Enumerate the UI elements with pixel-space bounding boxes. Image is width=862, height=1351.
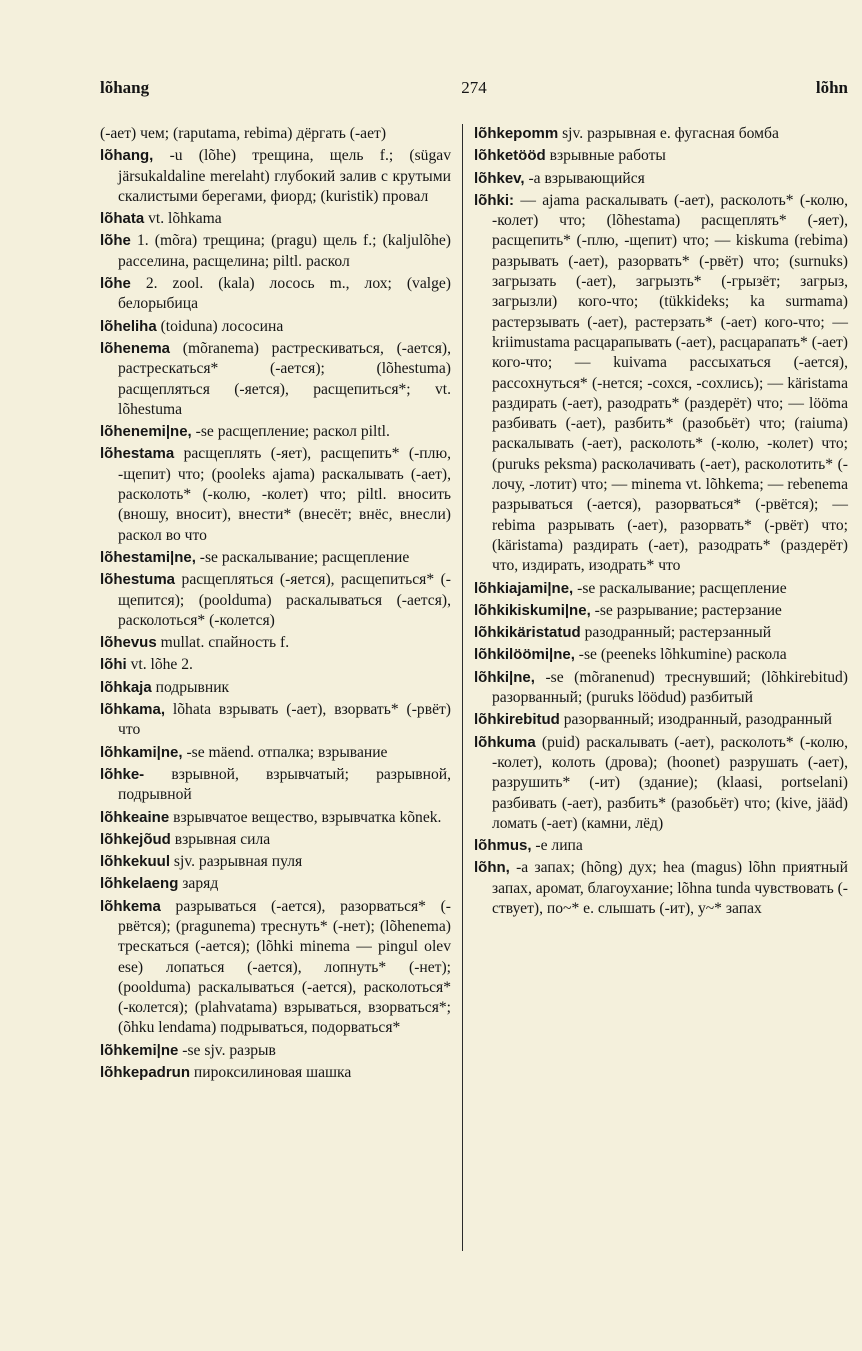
- entry-definition: пироксилиновая шашка: [193, 1064, 352, 1082]
- entry-headword: lõhn,: [474, 859, 510, 877]
- entry-headword: lõhenemi|ne,: [100, 423, 192, 441]
- entry-headword: lõhkami|ne,: [100, 743, 183, 761]
- entry-definition: -se (peeneks lõhkumine) раскола: [578, 646, 787, 664]
- entry-definition: (-ает) чем; (raputama, rebima) дёргать (-ает): [100, 125, 387, 142]
- dictionary-entry: [100, 146, 451, 207]
- dictionary-entry: [100, 274, 451, 315]
- entry-headword: lõhkepadrun: [100, 1064, 191, 1082]
- entry-headword: lõhkilöömi|ne,: [474, 646, 575, 664]
- entry-headword: lõhkikiskumi|ne,: [474, 601, 591, 619]
- dictionary-entry: [474, 645, 848, 665]
- dictionary-entry: [100, 633, 451, 653]
- entry-headword: lõhkeaine: [100, 808, 170, 826]
- entry-definition: lõhata взрывать (-ает), взорвать* (-рвёт) что: [118, 701, 451, 739]
- entry-definition: разрываться (-ается), разорваться* (-рвётся); (pragunema) треснуть* (-нет); (lõhenema) трескаться (-ается); (lõhki minema — pingul olev ese) лопаться (-ается), лопнуть* (-нет); (poolduma) раскалываться (-ается), расколоться* (-колется); (plahvatama) взрываться, взорваться*; (õhku lendama) подрываться, подорваться*: [118, 897, 451, 1037]
- entry-definition: mullat. спайность f.: [160, 634, 290, 652]
- dictionary-entry: [100, 765, 451, 806]
- entry-definition: -se раскалывание; расщепление: [577, 579, 787, 597]
- entry-headword: lõhkejõud: [100, 830, 171, 848]
- entry-definition: заряд: [182, 875, 219, 893]
- entry-definition: -se (mõranenud) треснувший; (lõhkirebitud) разорванный; (puruks löödud) разбитый: [492, 668, 848, 707]
- entry-headword: lõhkev,: [474, 169, 525, 187]
- entry-definition: подрывник: [155, 678, 230, 696]
- entry-headword: lõhkekuul: [100, 853, 171, 871]
- dictionary-entry: [474, 733, 848, 834]
- dictionary-entry: [100, 444, 451, 545]
- right-column: [474, 124, 848, 921]
- entry-definition: -se sjv. разрыв: [182, 1041, 276, 1059]
- dictionary-entry: [100, 422, 451, 442]
- dictionary-entry: [100, 124, 451, 144]
- dictionary-entry: [100, 1063, 451, 1083]
- entry-headword: lõhata: [100, 210, 145, 228]
- dictionary-entry: [100, 852, 451, 872]
- entry-headword: lõhkema: [100, 897, 161, 915]
- entry-definition: — ajama раскалывать (-ает), расколоть* (-колю, -колет) что; (lõhestama) расщеплять* (-яет), расщепить* (-плю, -щепит) что; — kiskuma (rebima) разрывать (-ает), разорвать* (-рвёт) что; (surnuks) загрызать (-ает), загрызть* (-грызёт; загрыз, загрызли) кого-что; (tükkideks; ka surmama) растерзывать (-ает), растерзать* (-ает) кого-что; — kriimustama расцарапывать (-ает), расцарапать* (-ает) кого-что; — kuivama рассыхаться (-ается), рассохнуться* (-нется; -сохся, -сохлись); — käristama раздирать (-ает), разодрать* (раздерёт) что; — lööma разбивать (-ает), разбить* (разобьёт) что; (raiuma) раскалывать (-ает), расколоть* (-колю, -колет) что; (puruks peksma) расколачивать (-ает), расколотить* (-лочу, -лотит) что; — minema vt. lõhkema; — rebenema разрываться (-ается), разорваться* (-рвётся); — rebima разрывать (-ает), разорвать* (-рвёт) что; (käristama) раздирать (-ает), разодрать* (раздерёт) что, издирать, изодрать* что: [492, 191, 848, 575]
- dictionary-entry: [100, 897, 451, 1039]
- dictionary-entry: [100, 743, 451, 763]
- entry-headword: lõhkirebitud: [474, 711, 560, 729]
- header-first-word: lõhang: [100, 78, 150, 97]
- dictionary-entry: [474, 191, 848, 577]
- entry-definition: 2. zool. (kala) лосось m., лох; (valge) белорыбица: [118, 275, 451, 313]
- dictionary-entry: [100, 317, 451, 337]
- dictionary-entry: [474, 623, 848, 643]
- entry-definition: -a запах; (hõng) дух; hea (magus) lõhn приятный запах, аромат, благоухание; lõhna tunda чувствовать (-ствует), по~* e. слышать (-ит), у~* запах: [492, 859, 848, 917]
- entry-definition: взрывчатое вещество, взрывчатка kõnek.: [173, 808, 442, 826]
- entry-definition: взрывная сила: [174, 830, 271, 848]
- entry-headword: lõhmus,: [474, 837, 532, 855]
- column-divider: [462, 124, 463, 1251]
- entry-definition: vt. lõhe 2.: [130, 656, 193, 674]
- entry-definition: -u (lõhe) трещина, щель f.; (sügav järsukaldaline merelaht) глубокий залив с крутыми скалистыми берегами, фиорд; (kuristik) провал: [118, 147, 451, 205]
- dictionary-entry: [100, 1041, 451, 1061]
- dictionary-entry: [100, 678, 451, 698]
- entry-definition: 1. (mõra) трещина; (pragu) щель f.; (kaljulõhe) расселина, расщелина; piltl. раскол: [118, 232, 451, 270]
- entry-headword: lõhkepomm: [474, 125, 559, 142]
- entry-headword: lõhi: [100, 656, 127, 674]
- entry-definition: -e липа: [535, 837, 583, 855]
- dictionary-entry: [474, 836, 848, 856]
- entry-headword: lõhkelaeng: [100, 875, 179, 893]
- entry-headword: lõhketööd: [474, 147, 546, 165]
- entry-headword: lõhkaja: [100, 678, 152, 696]
- entry-definition: -se разрывание; растерзание: [594, 601, 782, 619]
- entry-definition: sjv. разрывная e. фугасная бомба: [562, 125, 779, 142]
- dictionary-entry: [100, 830, 451, 850]
- entry-definition: vt. lõhkama: [148, 210, 222, 228]
- entry-definition: расщепляться (-яется), расщепиться* (-щепится); (pooldumа) раскалываться (-ается), расколоться* (-колется): [118, 571, 451, 629]
- entry-definition: -se расщепление; раскол piltl.: [195, 423, 390, 441]
- entry-definition: (toiduna) лососина: [160, 317, 284, 335]
- entry-headword: lõhkama,: [100, 701, 166, 719]
- dictionary-entry: [474, 579, 848, 599]
- entry-headword: lõhkemi|ne: [100, 1041, 179, 1059]
- entry-definition: (puid) раскалывать (-ает), расколоть* (-колю, -колет), колоть (дрова); (hoonet) разрушать (-ает), разрушить* (-ит) (здание); (klaasi, portselani) разбивать (-ает), разбить* (разобьёт) что; (kive, jääd) ломать (-ает) (камни, лёд): [492, 733, 849, 832]
- dictionary-entry: [474, 858, 848, 919]
- dictionary-entry: [474, 601, 848, 621]
- entry-headword: lõhestuma: [100, 571, 176, 589]
- dictionary-entry: [474, 146, 848, 166]
- entry-definition: sjv. разрывная пуля: [173, 853, 303, 871]
- dictionary-entry: [474, 710, 848, 730]
- entry-definition: (mõranema) растрескиваться, (-ается), растрескаться* (-ается); (lõhestuma) расщепляться (-яется), расщепиться*; vt. lõhestuma: [118, 339, 451, 418]
- dictionary-entry: [100, 655, 451, 675]
- page-number: 274: [461, 78, 487, 97]
- entry-headword: lõhenema: [100, 339, 171, 357]
- dictionary-entry: [474, 169, 848, 189]
- dictionary-entry: [100, 209, 451, 229]
- page-header: [100, 78, 848, 102]
- entry-definition: взрывные работы: [549, 147, 666, 165]
- entry-headword: lõhkiajami|ne,: [474, 579, 574, 597]
- entry-headword: lõhestami|ne,: [100, 548, 196, 566]
- entry-headword: lõhkuma: [474, 733, 536, 751]
- entry-headword: lõhestama: [100, 445, 175, 463]
- entry-definition: взрывной, взрывчатый; разрывной, подрывной: [118, 765, 451, 804]
- header-last-word: lõhn: [815, 78, 848, 97]
- entry-definition: -a взрывающийся: [528, 169, 645, 187]
- entry-headword: lõhki:: [474, 191, 514, 209]
- dictionary-entry: [100, 808, 451, 828]
- entry-definition: разорванный; изодранный, разодранный: [563, 711, 832, 729]
- entry-headword: lõhe: [100, 232, 131, 250]
- dictionary-entry: [100, 231, 451, 272]
- entry-headword: lõheliha: [100, 317, 157, 335]
- entry-headword: lõhang,: [100, 147, 154, 165]
- entry-definition: расщеплять (-яет), расщепить* (-плю, -щепит) что; (pooleks ajama) раскалывать (-ает), расколоть* (-колю, -колет) что; piltl. вносить (вношу, вносит), внести* (внесёт; внёс, внесли) раскол во что: [118, 445, 451, 544]
- entry-headword: lõhki|ne,: [474, 668, 535, 686]
- entry-headword: lõhe: [100, 275, 131, 293]
- dictionary-entry: [474, 668, 848, 709]
- entry-definition: -se mäend. отпалка; взрывание: [186, 743, 388, 761]
- dictionary-entry: [100, 700, 451, 741]
- entry-headword: lõhevus: [100, 634, 157, 652]
- entry-definition: разодранный; растерзанный: [584, 624, 772, 642]
- dictionary-entry: [474, 124, 848, 144]
- dictionary-entry: [100, 874, 451, 894]
- dictionary-entry: [100, 548, 451, 568]
- entry-headword: lõhke-: [100, 765, 145, 783]
- entry-headword: lõhkikäristatud: [474, 624, 581, 642]
- left-column: [100, 124, 451, 1085]
- entry-definition: -se раскалывание; расщепление: [199, 548, 410, 566]
- dictionary-entry: [100, 339, 451, 420]
- dictionary-entry: [100, 570, 451, 631]
